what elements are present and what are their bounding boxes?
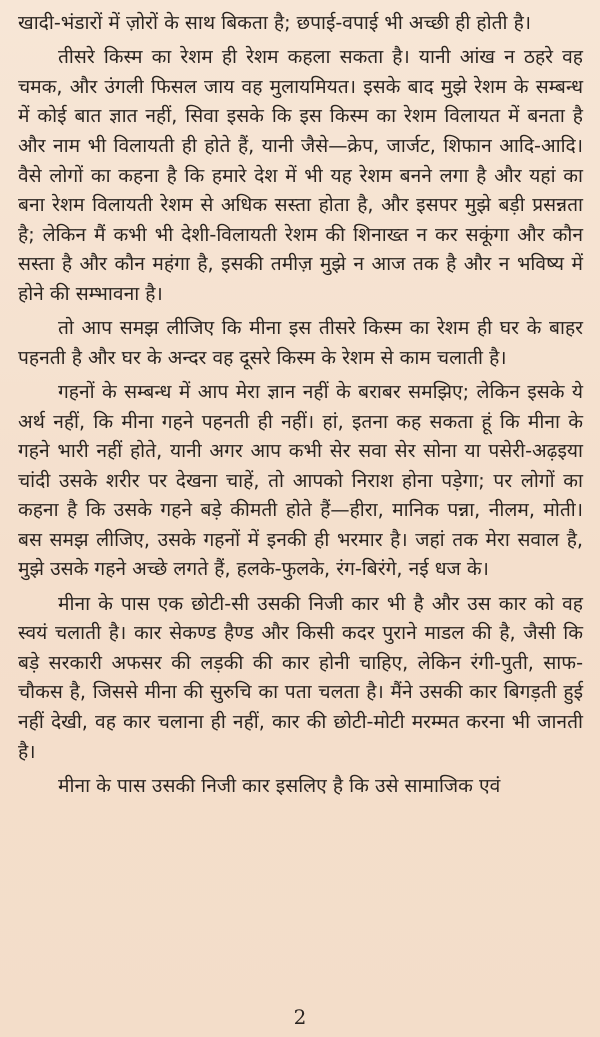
paragraph-3: तो आप समझ लीजिए कि मीना इस तीसरे किस्म का रेशम ही घर के बाहर पहनती है और घर के अन्दर वह दूसरे किस्म के रेशम से काम चलाती है। <box>18 316 583 369</box>
paragraph-5: मीना के पास एक छोटी-सी उसकी निजी कार भी है और उस कार को वह स्वयं चलाती है। कार सेकण्ड हैण्ड और किसी कदर पुराने माडल की है, जैसी कि बड़े सरकारी अफसर की लड़की की कार होनी चाहिए, लेकिन रंगी-पुती, साफ-चौकस है, जिससे मीना की सुरुचि का पता चलता है। मैंने उसकी कार बिगड़ती हुई नहीं देखी, वह कार चलाना ही नहीं, कार की छोटी-मोटी मरम्मत करना भी जानती है। <box>18 591 583 763</box>
paragraph-2: तीसरे किस्म का रेशम ही रेशम कहला सकता है। यानी आंख न ठहरे वह चमक, और उंगली फिसल जाय वह मुलायमियत। इसके बाद मुझे रेशम के सम्बन्ध में कोई बात ज्ञात नहीं, सिवा इसके कि इस किस्म का रेशम विलायत में बनता है और नाम भी विलायती ही होते हैं, यानी जैसे—क्रेप, जार्जट, शिफान आदि-आदि। वैसे लोगों का कहना है कि हमारे देश में भी यह रेशम बनने लगा है और यहां का बना रेशम विलायती रेशम से अधिक सस्ता होता है, और इसपर मुझे बड़ी प्रसन्नता है; लेकिन मैं कभी भी देशी-विलायती रेशम की शिनाख्त न कर सकूंगा और कौन सस्ता है और कौन महंगा है, इसकी तमीज़ मुझे न आज तक है और न भविष्य में होने की सम्भावना है। <box>18 45 583 305</box>
paragraph-4: गहनों के सम्बन्ध में आप मेरा ज्ञान नहीं के बराबर समझिए; लेकिन इसके ये अर्थ नहीं, कि मीना गहने पहनती ही नहीं। हां, इतना कह सकता हूं कि मीना के गहने भारी नहीं होते, यानी अगर आप कभी सेर सवा सेर सोना या पसेरी-अढ़इया चांदी उसके शरीर पर देखना चाहें, तो आपको निराश होना पड़ेगा; पर लोगों का कहना है कि उसके गहने बड़े कीमती होते हैं—हीरा, मानिक पन्ना, नीलम, मोती। बस समझ लीजिए, उसके गहनों में इनकी ही भरमार है। जहां तक मेरा सवाल है, मुझे उसके गहने अच्छे लगते हैं, हलके-फुलके, रंग-बिरंगे, नई धज के। <box>18 379 583 581</box>
paragraph-1: खादी-भंडारों में ज़ोरों के साथ बिकता है; छपाई-वपाई भी अच्छी ही होती है। <box>18 11 532 34</box>
page-number: 2 <box>293 1005 307 1029</box>
paragraph-6: मीना के पास उसकी निजी कार इसलिए है कि उसे सामाजिक एवं <box>58 773 501 797</box>
page-body-text <box>18 8 583 805</box>
